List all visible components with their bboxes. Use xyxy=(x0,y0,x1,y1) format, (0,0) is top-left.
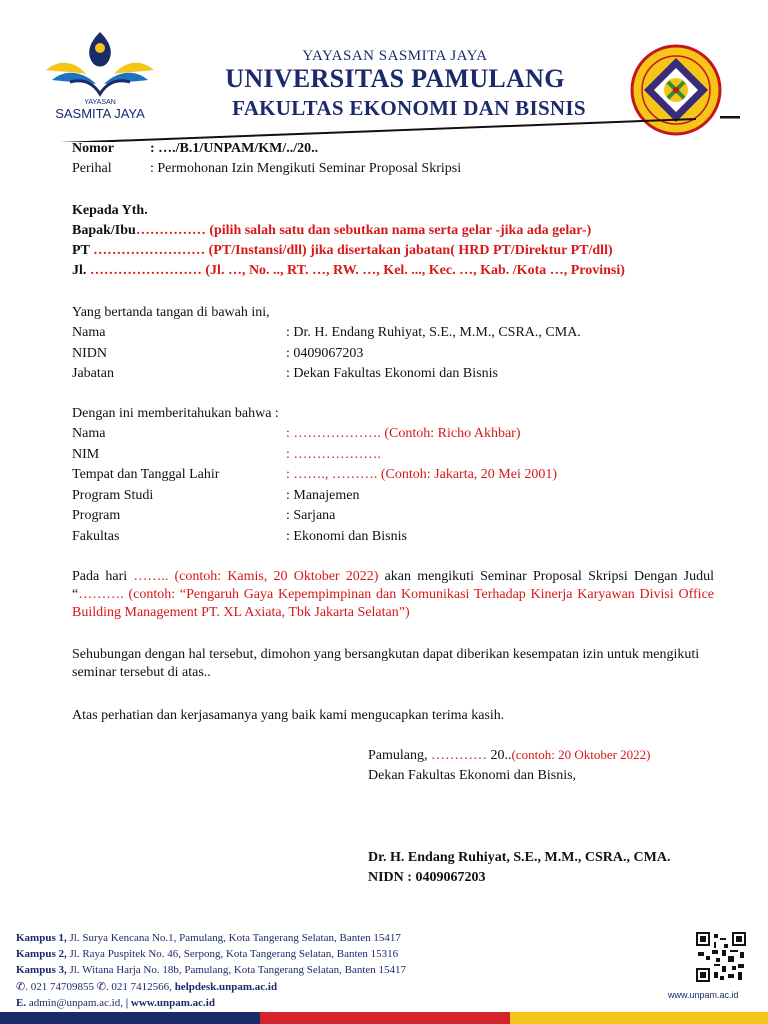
thanks-paragraph: Atas perhatian dan kerjasamanya yang baik kami mengucapkan terima kasih. xyxy=(72,708,505,723)
jl-note: (Jl. …, No. .., RT. …, RW. …, Kel. ..., Kec. …, Kab. /Kota …, Provinsi) xyxy=(205,263,625,278)
field-value: : ………………. xyxy=(286,446,381,462)
place-example: (contoh: 20 Oktober 2022) xyxy=(511,747,651,762)
phone-line xyxy=(16,979,406,995)
helpdesk-link[interactable]: helpdesk.unpam.ac.id xyxy=(174,980,278,993)
svg-text:SASMITA JAYA: SASMITA JAYA xyxy=(55,106,145,121)
field-value: : Dekan Fakultas Ekonomi dan Bisnis xyxy=(286,366,498,381)
place-dots: ………… xyxy=(431,748,487,763)
jl-label: Jl. xyxy=(72,263,87,278)
bapak-dots: …………… xyxy=(135,223,206,238)
field-value: : Dr. H. Endang Ruhiyat, S.E., M.M., CSRA., CMA. xyxy=(286,325,581,340)
pt-dots: …………………… xyxy=(93,243,206,258)
addressee-company-row xyxy=(72,242,613,260)
jl-dots: …………………… xyxy=(89,263,202,278)
seminar-paragraph xyxy=(72,568,714,622)
footer-color-bar xyxy=(0,1012,768,1024)
header-divider xyxy=(60,112,740,142)
signer-nidn: NIDN : 0409067203 xyxy=(368,870,486,885)
signer-intro: Yang bertanda tangan di bawah ini, xyxy=(72,305,270,320)
web-link[interactable]: | www.unpam.ac.id xyxy=(125,996,215,1009)
field-label: NIDN xyxy=(72,345,107,361)
svg-text:YAYASAN: YAYASAN xyxy=(84,99,116,106)
nomor-value: : …./B.1/UNPAM/KM/../20.. xyxy=(150,141,319,156)
addressee-address-row xyxy=(72,262,625,280)
pt-label: PT xyxy=(72,243,90,258)
field-value: : ………………. (Contoh: Richo Akhbar) xyxy=(286,426,521,441)
field-label: Tempat dan Tanggal Lahir xyxy=(72,467,220,482)
phone-icon: ✆. 021 74709855 ✆. 021 7412566, xyxy=(16,980,172,993)
foundation-name: YAYASAN SASMITA JAYA xyxy=(302,48,488,64)
nomor-label: Nomor xyxy=(72,141,114,156)
para1-day-example: (contoh: Kamis, 20 Oktober 2022) xyxy=(174,569,379,584)
place-text: Pamulang, xyxy=(368,748,428,763)
pt-note: (PT/Instansi/dll) jika disertakan jabatan( HRD PT/Direktur PT/dll) xyxy=(208,243,613,258)
field-label: Program Studi xyxy=(72,487,154,503)
field-label: Nama xyxy=(72,325,106,340)
campus-1-line: Kampus 1, Jl. Surya Kencana No.1, Pamulang, Kota Tangerang Selatan, Banten 15417 xyxy=(16,932,401,944)
place-date-line xyxy=(368,746,651,765)
field-value: : Manajemen xyxy=(286,487,360,503)
faculty-name: FAKULTAS EKONOMI DAN BISNIS xyxy=(232,96,586,120)
field-label: Program xyxy=(72,508,121,523)
bapak-label: Bapak/Ibu xyxy=(72,223,136,238)
para1-title-example: (contoh: “Pengaruh Gaya Kepempimpinan dan Komunikasi Terhadap Kinerja Karyawan Divisi Office Building Management PT. XL Axiata, Tbk Jakarta Selatan”) xyxy=(72,587,715,620)
qr-code-icon xyxy=(696,932,746,982)
perihal-label: Perihal xyxy=(72,161,112,176)
field-label: Fakultas xyxy=(72,528,120,544)
email-link[interactable]: admin@unpam.ac.id, xyxy=(28,996,123,1009)
field-value: : 0409067203 xyxy=(286,345,364,361)
email-line: E. admin@unpam.ac.id, | www.unpam.ac.id xyxy=(16,996,215,1009)
place-year: 20.. xyxy=(490,748,512,763)
footer-address-block xyxy=(16,930,406,1011)
field-label: Jabatan xyxy=(72,366,114,381)
field-label: Nama xyxy=(72,426,106,441)
request-paragraph: Sehubungan dengan hal tersebut, dimohon yang bersangkutan dapat diberikan kesempatan izin untuk mengikuti seminar tersebut di atas.. xyxy=(72,647,700,680)
notice-text: Dengan ini memberitahukan bahwa : xyxy=(72,406,279,421)
para1-text-a: Pada hari xyxy=(72,569,128,584)
field-label: NIM xyxy=(72,446,100,462)
bapak-note: (pilih salah satu dan sebutkan nama serta gelar -jika ada gelar-) xyxy=(209,223,592,238)
para1-title-dots: ………. xyxy=(78,587,124,602)
website-label: www.unpam.ac.id xyxy=(668,990,739,1000)
campus-2-line: Kampus 2, Jl. Raya Puspitek No. 46, Serpong, Kota Tangerang Selatan, Banten 15316 xyxy=(16,948,399,961)
para1-day-dots: …….. xyxy=(133,569,169,584)
campus-3-line: Kampus 3, Jl. Witana Harja No. 18b, Pamulang, Kota Tangerang Selatan, Banten 15417 xyxy=(16,964,407,977)
perihal-value: : Permohonan Izin Mengikuti Seminar Proposal Skripsi xyxy=(150,161,462,176)
signer-name: Dr. H. Endang Ruhiyat, S.E., M.M., CSRA., CMA. xyxy=(368,850,671,865)
addressee-name-row xyxy=(72,222,591,240)
university-name: UNIVERSITAS PAMULANG xyxy=(225,64,565,93)
para1-text-c: akan mengikuti Seminar Proposal Skripsi Dengan Judul “ xyxy=(72,569,715,602)
addressee-greeting: Kepada Yth. xyxy=(72,203,148,218)
field-value: : ……., ………. (Contoh: Jakarta, 20 Mei 2001) xyxy=(286,467,558,482)
field-value: : Ekonomi dan Bisnis xyxy=(286,528,407,544)
signer-position: Dekan Fakultas Ekonomi dan Bisnis, xyxy=(368,768,577,783)
field-value: : Sarjana xyxy=(286,508,336,523)
